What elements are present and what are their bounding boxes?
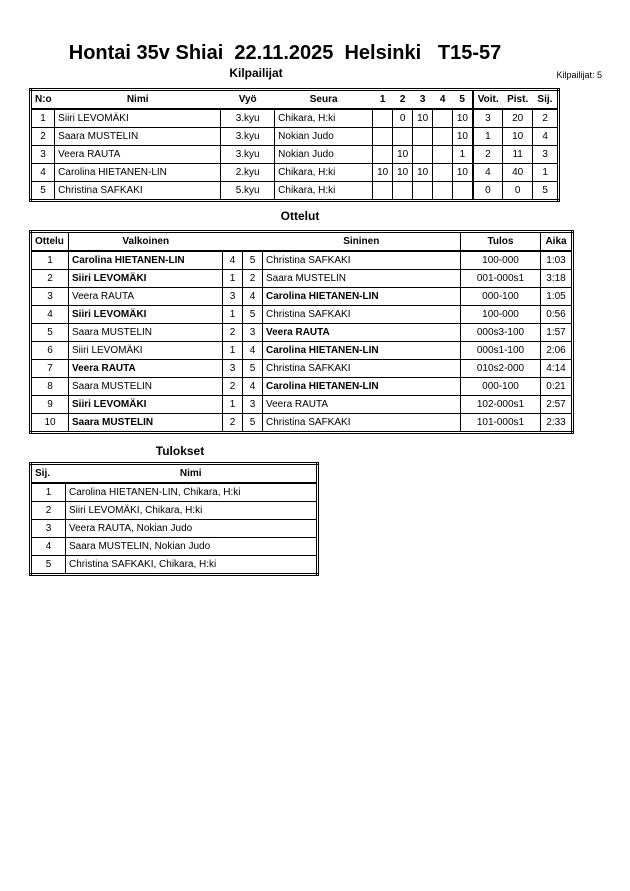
match-row [31,288,573,306]
match-score: 000s1-100 [461,342,541,360]
match-number: 3 [31,288,69,306]
result-cell-5: 10 [453,109,473,128]
match-number: 9 [31,396,69,414]
points-cell: 0 [503,182,533,201]
final-place: 3 [31,520,66,538]
white-competitor-number: 2 [223,324,243,342]
white-competitor-number: 2 [223,414,243,433]
result-row [31,502,318,520]
match-score: 101-000s1 [461,414,541,433]
match-row [31,378,573,396]
result-row [31,538,318,556]
col-header-aika: Aika [541,232,573,252]
col-header-nimi: Nimi [66,464,318,484]
match-score: 000-100 [461,378,541,396]
match-row [31,306,573,324]
result-cell-5: 1 [453,146,473,164]
result-cell-4 [433,146,453,164]
blue-competitor-name: Carolina HIETANEN-LIN [263,342,461,360]
white-competitor-name: Saara MUSTELIN [69,378,223,396]
competitor-club: Nokian Judo [275,128,373,146]
result-cell-4 [433,109,453,128]
blue-competitor-name: Veera RAUTA [263,324,461,342]
final-place: 4 [31,538,66,556]
white-competitor-number: 3 [223,360,243,378]
match-score: 100-000 [461,251,541,270]
col-header-seura: Seura [275,90,373,110]
result-cell-2: 10 [393,146,413,164]
result-cell-4 [433,182,453,201]
blue-competitor-name: Christina SAFKAKI [263,414,461,433]
match-row [31,324,573,342]
competitor-club: Chikara, H:ki [275,182,373,201]
match-score: 010s2-000 [461,360,541,378]
white-competitor-number: 3 [223,288,243,306]
col-header-voit: Voit. [473,90,503,110]
ottelut-header-row [31,232,573,252]
tulokset-table [29,462,319,576]
competitor-row [31,164,559,182]
competitor-row [31,146,559,164]
final-name-club: Saara MUSTELIN, Nokian Judo [66,538,318,556]
col-header-no: N:o [31,90,55,110]
col-header-blue-number [243,232,263,252]
blue-competitor-number: 5 [243,306,263,324]
match-number: 5 [31,324,69,342]
white-competitor-name: Siiri LEVOMÄKI [69,270,223,288]
col-header-white-number [223,232,243,252]
match-time: 1:03 [541,251,573,270]
col-header-sij: Sij. [533,90,559,110]
white-competitor-number: 1 [223,306,243,324]
result-cell-1 [373,182,393,201]
final-place: 2 [31,502,66,520]
col-header-1: 1 [373,90,393,110]
wins-cell: 4 [473,164,503,182]
blue-competitor-name: Christina SAFKAKI [263,251,461,270]
competitor-belt: 5.kyu [221,182,275,201]
col-header-5: 5 [453,90,473,110]
competitor-club: Chikara, H:ki [275,109,373,128]
match-row [31,414,573,433]
blue-competitor-name: Veera RAUTA [263,396,461,414]
points-cell: 40 [503,164,533,182]
place-cell: 5 [533,182,559,201]
white-competitor-number: 1 [223,342,243,360]
col-header-valkoinen: Valkoinen [69,232,223,252]
final-place: 5 [31,556,66,575]
result-cell-5 [453,182,473,201]
white-competitor-name: Veera RAUTA [69,288,223,306]
blue-competitor-number: 4 [243,378,263,396]
result-cell-1 [373,128,393,146]
final-name-club: Carolina HIETANEN-LIN, Chikara, H:ki [66,483,318,502]
match-time: 2:33 [541,414,573,433]
match-number: 6 [31,342,69,360]
result-cell-3 [413,182,433,201]
result-cell-3 [413,146,433,164]
match-time: 4:14 [541,360,573,378]
match-row [31,270,573,288]
col-header-sij: Sij. [31,464,66,484]
result-cell-2 [393,182,413,201]
place-cell: 3 [533,146,559,164]
result-cell-3: 10 [413,164,433,182]
blue-competitor-number: 3 [243,396,263,414]
competitor-row [31,128,559,146]
ottelut-table [29,230,574,434]
wins-cell: 0 [473,182,503,201]
col-header-2: 2 [393,90,413,110]
match-number: 10 [31,414,69,433]
blue-competitor-name: Christina SAFKAKI [263,360,461,378]
white-competitor-name: Veera RAUTA [69,360,223,378]
competitor-row [31,109,559,128]
match-number: 7 [31,360,69,378]
final-name-club: Veera RAUTA, Nokian Judo [66,520,318,538]
result-row [31,483,318,502]
competitor-name: Saara MUSTELIN [55,128,221,146]
points-cell: 20 [503,109,533,128]
kilpailijat-heading: Kilpailijat [229,66,283,80]
blue-competitor-name: Carolina HIETANEN-LIN [263,288,461,306]
points-cell: 10 [503,128,533,146]
result-cell-5: 10 [453,128,473,146]
white-competitor-name: Siiri LEVOMÄKI [69,306,223,324]
white-competitor-number: 2 [223,378,243,396]
white-competitor-number: 4 [223,251,243,270]
result-row [31,520,318,538]
match-number: 8 [31,378,69,396]
match-time: 0:21 [541,378,573,396]
blue-competitor-number: 5 [243,251,263,270]
competitor-number: 2 [31,128,55,146]
match-row [31,360,573,378]
blue-competitor-number: 5 [243,360,263,378]
result-cell-1 [373,146,393,164]
competitor-club: Nokian Judo [275,146,373,164]
white-competitor-name: Siiri LEVOMÄKI [69,396,223,414]
match-row [31,342,573,360]
wins-cell: 2 [473,146,503,164]
match-score: 102-000s1 [461,396,541,414]
col-header-nimi: Nimi [55,90,221,110]
result-row [31,556,318,575]
match-score: 001-000s1 [461,270,541,288]
ottelut-heading: Ottelut [280,209,320,223]
match-time: 2:57 [541,396,573,414]
points-cell: 11 [503,146,533,164]
match-time: 1:57 [541,324,573,342]
white-competitor-name: Siiri LEVOMÄKI [69,342,223,360]
result-cell-3: 10 [413,109,433,128]
tulokset-header-row [31,464,318,484]
place-cell: 1 [533,164,559,182]
final-name-club: Christina SAFKAKI, Chikara, H:ki [66,556,318,575]
match-time: 3:18 [541,270,573,288]
blue-competitor-name: Christina SAFKAKI [263,306,461,324]
col-header-pist: Pist. [503,90,533,110]
page-title: Hontai 35v Shiai 22.11.2025 Helsinki T15-57 [68,42,502,64]
match-row [31,251,573,270]
match-score: 100-000 [461,306,541,324]
competitor-belt: 3.kyu [221,146,275,164]
competitor-belt: 3.kyu [221,109,275,128]
white-competitor-number: 1 [223,270,243,288]
result-cell-2 [393,128,413,146]
col-header-sininen: Sininen [263,232,461,252]
white-competitor-name: Carolina HIETANEN-LIN [69,251,223,270]
result-cell-5: 10 [453,164,473,182]
col-header-tulos: Tulos [461,232,541,252]
result-cell-1 [373,109,393,128]
final-place: 1 [31,483,66,502]
white-competitor-name: Saara MUSTELIN [69,324,223,342]
competitor-row [31,182,559,201]
blue-competitor-number: 2 [243,270,263,288]
competitor-number: 3 [31,146,55,164]
match-score: 000-100 [461,288,541,306]
match-number: 4 [31,306,69,324]
competitor-number: 5 [31,182,55,201]
match-row [31,396,573,414]
match-score: 000s3-100 [461,324,541,342]
competitor-count: Kilpailijat: 5 [556,70,602,80]
match-time: 1:05 [541,288,573,306]
blue-competitor-name: Saara MUSTELIN [263,270,461,288]
place-cell: 4 [533,128,559,146]
tulokset-heading: Tulokset [155,444,205,458]
competitor-number: 4 [31,164,55,182]
blue-competitor-number: 4 [243,288,263,306]
competitor-name: Carolina HIETANEN-LIN [55,164,221,182]
place-cell: 2 [533,109,559,128]
blue-competitor-number: 4 [243,342,263,360]
col-header-3: 3 [413,90,433,110]
white-competitor-number: 1 [223,396,243,414]
competitor-name: Veera RAUTA [55,146,221,164]
result-cell-3 [413,128,433,146]
result-cell-2: 10 [393,164,413,182]
wins-cell: 1 [473,128,503,146]
blue-competitor-name: Carolina HIETANEN-LIN [263,378,461,396]
blue-competitor-number: 3 [243,324,263,342]
result-cell-4 [433,164,453,182]
match-time: 2:06 [541,342,573,360]
match-number: 1 [31,251,69,270]
competitor-name: Siiri LEVOMÄKI [55,109,221,128]
competitor-club: Chikara, H:ki [275,164,373,182]
col-header-vyo: Vyö [221,90,275,110]
result-cell-1: 10 [373,164,393,182]
col-header-ottelu: Ottelu [31,232,69,252]
match-time: 0:56 [541,306,573,324]
kilpailijat-table [29,88,560,202]
col-header-4: 4 [433,90,453,110]
competitor-belt: 2.kyu [221,164,275,182]
competitor-name: Christina SAFKAKI [55,182,221,201]
wins-cell: 3 [473,109,503,128]
match-number: 2 [31,270,69,288]
final-name-club: Siiri LEVOMÄKI, Chikara, H:ki [66,502,318,520]
competitor-belt: 3.kyu [221,128,275,146]
kilpailijat-header-row [31,90,559,110]
white-competitor-name: Saara MUSTELIN [69,414,223,433]
result-cell-4 [433,128,453,146]
result-cell-2: 0 [393,109,413,128]
competitor-number: 1 [31,109,55,128]
blue-competitor-number: 5 [243,414,263,433]
